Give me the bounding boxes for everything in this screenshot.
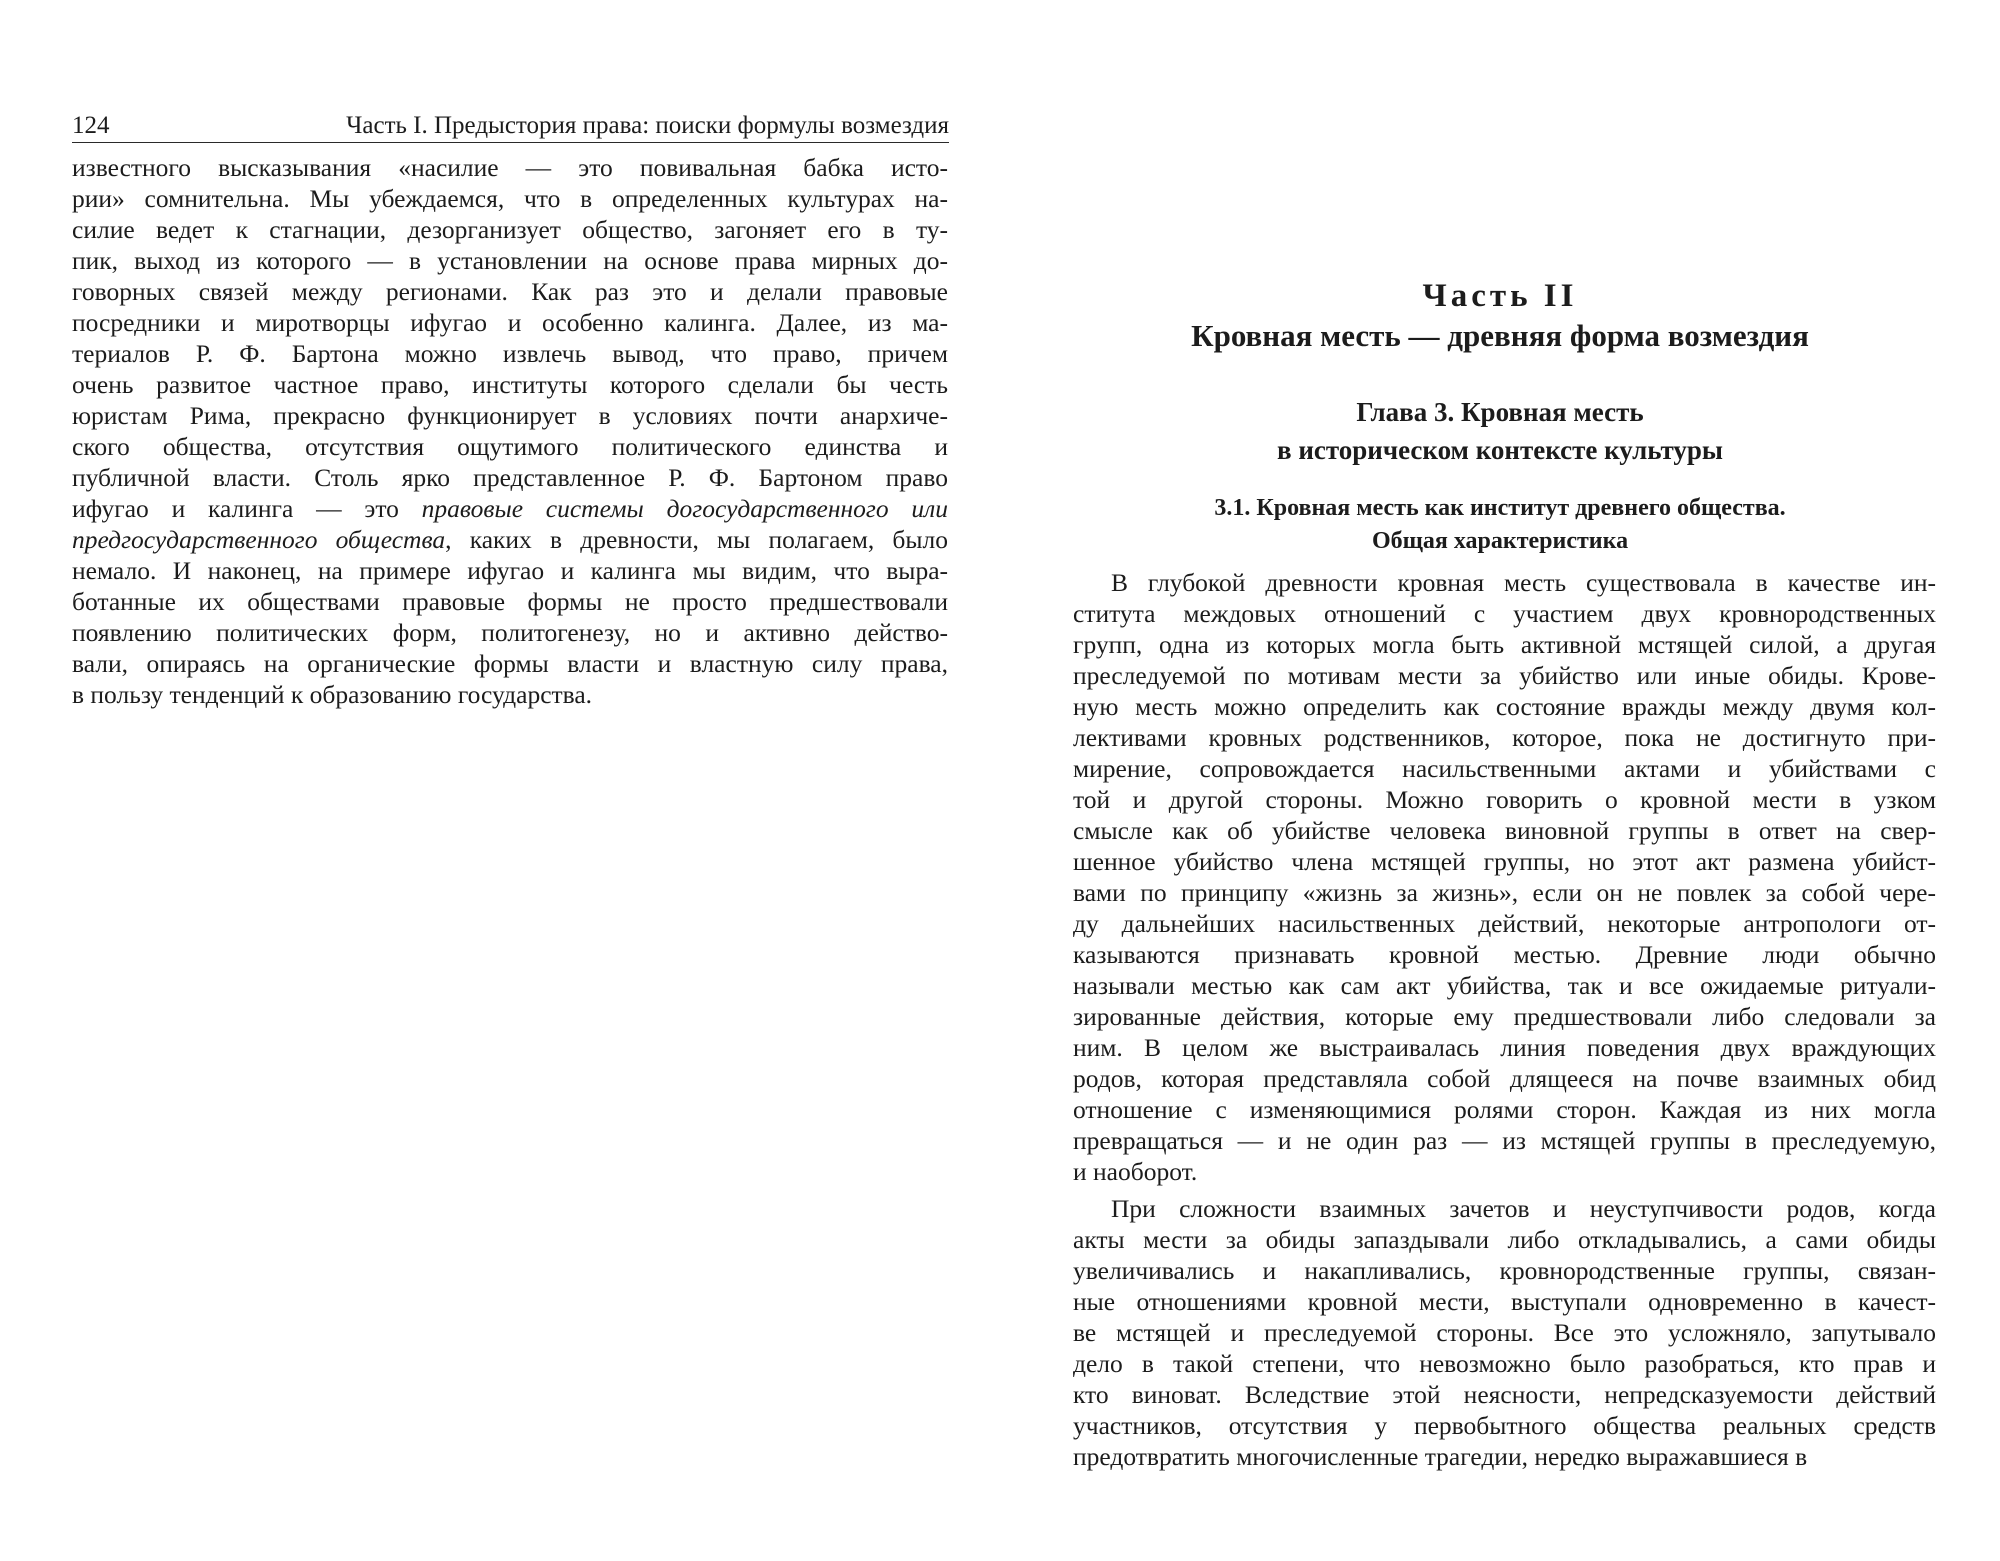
part-label: Часть II: [1422, 278, 1578, 314]
text-line: [72, 555, 948, 586]
text-line: [72, 338, 948, 369]
text-segment: говорных связей между регионами. Как раз это и делали правовые: [72, 277, 948, 306]
text-segment: рии» сомнительна. Мы убеждаемся, что в определенных культурах на-: [72, 184, 948, 213]
text-line: смысле как об убийстве человека виновной группы в ответ на свер-: [1073, 816, 1936, 845]
text-line: [72, 400, 948, 431]
text-segment: известного высказывания «насилие — это повивальная бабка исто-: [72, 153, 948, 182]
text-segment: появлению политических форм, политогенезу, но и активно действо-: [72, 618, 948, 647]
text-line: преследуемой по мотивам мести за убийство или иные обиды. Крове-: [1073, 661, 1936, 690]
text-segment: силие ведет к стагнации, дезорганизует общество, загоняет его в ту-: [72, 215, 948, 244]
section-title-line1: 3.1. Кровная месть как институт древнего общества.: [1214, 495, 1786, 521]
text-segment: ифугао и калинга — это: [72, 494, 422, 523]
italic-text: правовые системы догосударственного или: [421, 494, 948, 523]
text-line: называли местью как сам акт убийства, так и все ожидаемые ритуали-: [1073, 971, 1936, 1000]
chapter-title-line2: в историческом контексте культуры: [1277, 435, 1723, 465]
text-line: дело в такой степени, что невозможно было разобраться, кто прав и: [1073, 1349, 1936, 1378]
text-line: шенное убийство члена мстящей группы, но этот акт размена убийст-: [1073, 847, 1936, 876]
text-line: акты мести за обиды запаздывали либо откладывались, а сами обиды: [1073, 1225, 1936, 1254]
text-segment: териалов Р. Ф. Бартона можно извлечь вывод, что право, причем: [72, 339, 948, 368]
text-line: групп, одна из которых могла быть активной мстящей силой, а другая: [1073, 630, 1936, 659]
text-line: увеличивались и накапливались, кровнородственные группы, связан-: [1073, 1256, 1936, 1285]
text-segment: публичной власти. Столь ярко представленное Р. Ф. Бартоном право: [72, 463, 948, 492]
text-line: [72, 152, 948, 183]
text-line: [72, 431, 948, 462]
text-segment: в пользу тенденций к образованию государства.: [72, 680, 593, 709]
text-line: отношение с изменяющимися ролями сторон. Каждая из них могла: [1073, 1095, 1936, 1124]
text-line: [72, 493, 948, 524]
text-line: [72, 524, 948, 555]
right-page: [1000, 0, 2000, 1561]
page-number: 124: [72, 112, 110, 139]
text-line: [72, 276, 948, 307]
part-title: Кровная месть — древняя форма возмездия: [1191, 318, 1809, 353]
text-line: [72, 679, 948, 710]
section-title-line2: Общая характеристика: [1371, 528, 1629, 554]
text-line: той и другой стороны. Можно говорить о кровной мести в узком: [1073, 785, 1936, 814]
text-segment: вали, опираясь на органические формы власти и властную силу права,: [72, 649, 948, 678]
right-body-text: [1073, 567, 1936, 1487]
left-body-text: [72, 152, 948, 712]
running-head: [72, 100, 949, 143]
text-segment: немало. И наконец, на примере ифугао и калинга мы видим, что выра-: [72, 556, 948, 585]
text-line: лективами кровных родственников, которое, пока не достигнуто при-: [1073, 723, 1936, 752]
text-line: ную месть можно определить как состояние вражды между двумя кол-: [1073, 692, 1936, 721]
running-head-title: Часть I. Предыстория права: поиски формулы возмездия: [346, 112, 949, 139]
text-line: превращаться — и не один раз — из мстящей группы в преследуемую,: [1073, 1126, 1936, 1155]
text-line: [72, 462, 948, 493]
text-line: [72, 214, 948, 245]
text-line: ду дальнейших насильственных действий, некоторые антропологи от-: [1073, 909, 1936, 938]
text-line: мирение, сопровождается насильственными актами и убийствами с: [1073, 754, 1936, 783]
text-line: кто виноват. Вследствие этой неясности, непредсказуемости действий: [1073, 1380, 1936, 1409]
text-line: вами по принципу «жизнь за жизнь», если он не повлек за собой чере-: [1073, 878, 1936, 907]
text-line: [72, 586, 948, 617]
text-line: казываются признавать кровной местью. Древние люди обычно: [1073, 940, 1936, 969]
text-line: В глубокой древности кровная месть существовала в качестве ин-: [1111, 568, 1936, 597]
text-line: ные отношениями кровной мести, выступали одновременно в качест-: [1073, 1287, 1936, 1316]
text-segment: , каких в древности, мы полагаем, было: [445, 525, 948, 554]
text-line: При сложности взаимных зачетов и неуступчивости родов, когда: [1111, 1194, 1936, 1223]
text-segment: юристам Рима, прекрасно функционирует в условиях почти анархиче-: [72, 401, 948, 430]
text-segment: пик, выход из которого — в установлении на основе права мирных до-: [72, 246, 948, 275]
text-segment: очень развитое частное право, институты которого сделали бы честь: [72, 370, 948, 399]
text-line: ститута междовых отношений с участием двух кровнородственных: [1073, 599, 1936, 628]
text-line: ве мстящей и преследуемой стороны. Все это усложняло, запутывало: [1073, 1318, 1936, 1347]
text-line: родов, которая представляла собой длящееся на почве взаимных обид: [1073, 1064, 1936, 1093]
text-line: [72, 183, 948, 214]
text-line: предотвратить многочисленные трагедии, нередко выражавшиеся в: [1073, 1442, 1808, 1471]
chapter-title-line1: Глава 3. Кровная месть: [1356, 397, 1644, 427]
text-line: и наоборот.: [1073, 1157, 1198, 1186]
text-line: [72, 648, 948, 679]
text-segment: посредники и миротворцы ифугао и особенно калинга. Далее, из ма-: [72, 308, 948, 337]
text-line: [72, 617, 948, 648]
text-line: зированные действия, которые ему предшествовали либо следовали за: [1073, 1002, 1936, 1031]
italic-text: предгосударственного общества: [72, 525, 446, 554]
text-segment: ботанные их обществами правовые формы не просто предшествовали: [72, 587, 948, 616]
text-line: участников, отсутствия у первобытного общества реальных средств: [1073, 1411, 1936, 1440]
text-segment: ского общества, отсутствия ощутимого политического единства и: [72, 432, 948, 461]
text-line: [72, 245, 948, 276]
text-line: [72, 307, 948, 338]
text-line: ним. В целом же выстраивалась линия поведения двух враждующих: [1073, 1033, 1936, 1062]
text-line: [72, 369, 948, 400]
